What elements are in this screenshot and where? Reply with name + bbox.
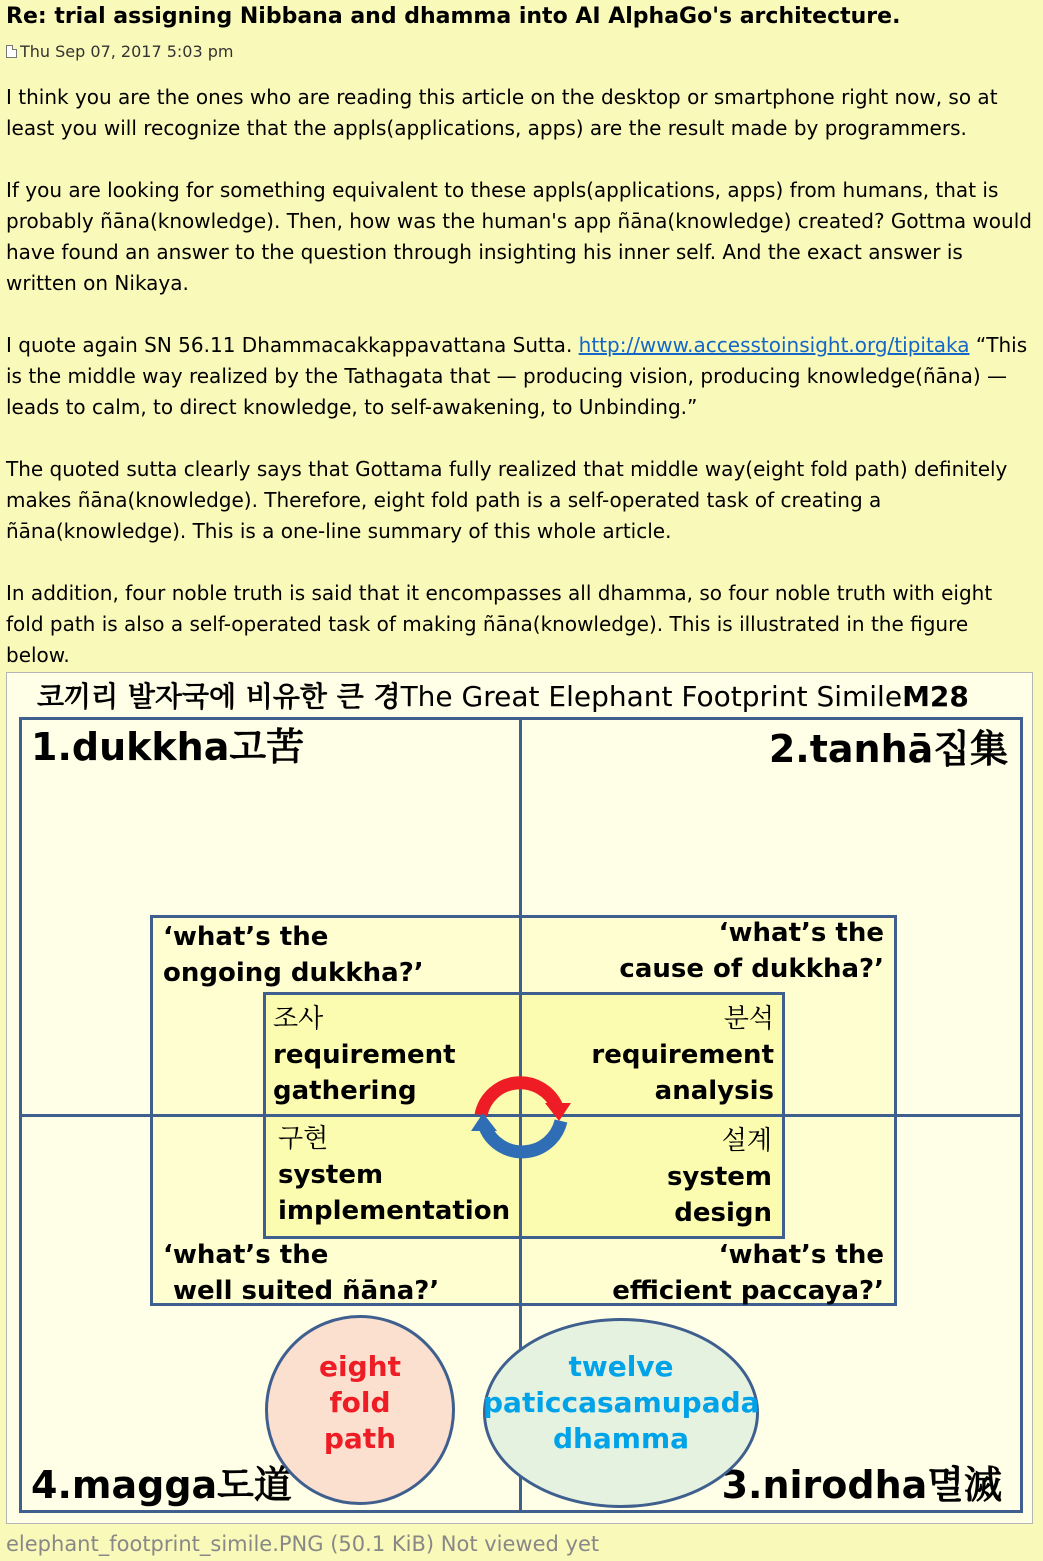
attachment-caption (6, 1532, 599, 1556)
question-well-suited-nana (163, 1237, 439, 1309)
question-line: ‘what’s the (163, 1240, 329, 1270)
figure-title-korean: 코끼리 발자국에 비유한 큰 경 (37, 680, 401, 713)
question-ongoing-dukkha (163, 919, 424, 991)
circle-label-line: path (323, 1422, 397, 1455)
cell-korean: 설계 (721, 1126, 772, 1156)
corner-tanha: 2.tanhā집集 (768, 727, 1008, 771)
accesstoinsight-link[interactable]: http://www.accesstoinsight.org/tipitaka (578, 333, 970, 357)
circle-label-line: paticcasamupada (483, 1386, 760, 1419)
cell-label: system (666, 1162, 772, 1192)
question-line: ‘what’s the (718, 1240, 884, 1270)
figure-title-english: The Great Elephant Footprint Simile (400, 680, 903, 713)
paragraph: In addition, four noble truth is said that it encompasses all dhamma, so four noble truth with eight fold path is also a self-operated task of making ñāna(knowledge). This is illustrated in the figure below. (6, 581, 993, 667)
paragraph: If you are looking for something equivalent to these appls(applications, apps) from humans, that is probably ñāna(knowledge). Then, how was the human's app ñāna(knowledge) created? Gottma would have found an answer to the question through insighting his inner self. And the exact answer is written on Nikaya. (6, 178, 1032, 295)
attachment-size: (50.1 KiB) (330, 1532, 435, 1556)
cell-system-design (667, 1123, 772, 1231)
eight-fold-path-label (265, 1349, 455, 1457)
paragraph: I think you are the ones who are reading this article on the desktop or smartphone right now, so at least you will recognize that the appls(applications, apps) are the result made by programmers. (6, 85, 998, 140)
cell-korean: 구현 (278, 1124, 329, 1154)
post-date: Thu Sep 07, 2017 5:03 pm (20, 42, 234, 61)
question-cause-of-dukkha (619, 915, 884, 987)
cell-label: requirement (273, 1040, 456, 1070)
question-efficient-paccaya (612, 1237, 884, 1309)
attachment-status: Not viewed yet (440, 1532, 600, 1556)
circle-label-line: eight (319, 1350, 401, 1383)
circle-label-line: fold (329, 1386, 391, 1419)
question-line: ongoing dukkha?’ (163, 958, 424, 988)
corner-nirodha: 3.nirodha멸滅 (721, 1463, 1002, 1507)
corner-dukkha: 1.dukkha고苦 (31, 725, 305, 769)
cycle-arrows-icon (469, 1065, 573, 1169)
cell-label: analysis (654, 1076, 774, 1106)
cell-requirement-gathering (273, 1001, 456, 1109)
post-meta (6, 42, 233, 61)
cell-korean: 분석 (723, 1004, 774, 1034)
figure-title (37, 675, 969, 715)
paragraph (6, 330, 1036, 423)
cell-requirement-analysis (591, 1001, 774, 1109)
elephant-footprint-figure[interactable] (6, 672, 1033, 1524)
figure-title-code: M28 (902, 680, 969, 713)
cell-label: implementation (278, 1196, 511, 1226)
paragraph-text: I quote again SN 56.11 Dhammacakkappavattana Sutta. (6, 333, 579, 357)
paragraph-text: “This is the middle way realized by the Tathagata that — producing vision, producing knowledge(ñāna) — leads to calm, to direct knowledge, to self-awakening, to Unbinding.” (6, 333, 1028, 419)
paticcasamupada-label (483, 1349, 759, 1457)
attachment-filename[interactable]: elephant_footprint_simile.PNG (6, 1532, 324, 1556)
post-title[interactable]: Re: trial assigning Nibbana and dhamma into AI AlphaGo's architecture. (6, 4, 901, 29)
question-line: ‘what’s the (718, 918, 884, 948)
question-line: cause of dukkha?’ (619, 954, 884, 984)
question-line: efficient paccaya?’ (612, 1276, 884, 1306)
paragraph: The quoted sutta clearly says that Gottama fully realized that middle way(eight fold path) definitely makes ñāna(knowledge). Therefore, eight fold path is a self-operated task of creating a ñāna(knowledge). This is a one-line summary of this whole article. (6, 457, 1008, 543)
cell-korean: 조사 (273, 1004, 324, 1034)
corner-magga: 4.magga도道 (31, 1463, 292, 1507)
post-icon[interactable] (6, 45, 17, 58)
cell-label: requirement (591, 1040, 774, 1070)
circle-label-line: dhamma (552, 1422, 690, 1455)
circle-label-line: twelve (568, 1350, 674, 1383)
post-content (6, 82, 1036, 671)
cell-label: design (674, 1198, 772, 1228)
question-line: well suited ñāna?’ (173, 1276, 440, 1306)
cell-label: system (278, 1160, 384, 1190)
question-line: ‘what’s the (163, 922, 329, 952)
cell-label: gathering (273, 1076, 417, 1106)
